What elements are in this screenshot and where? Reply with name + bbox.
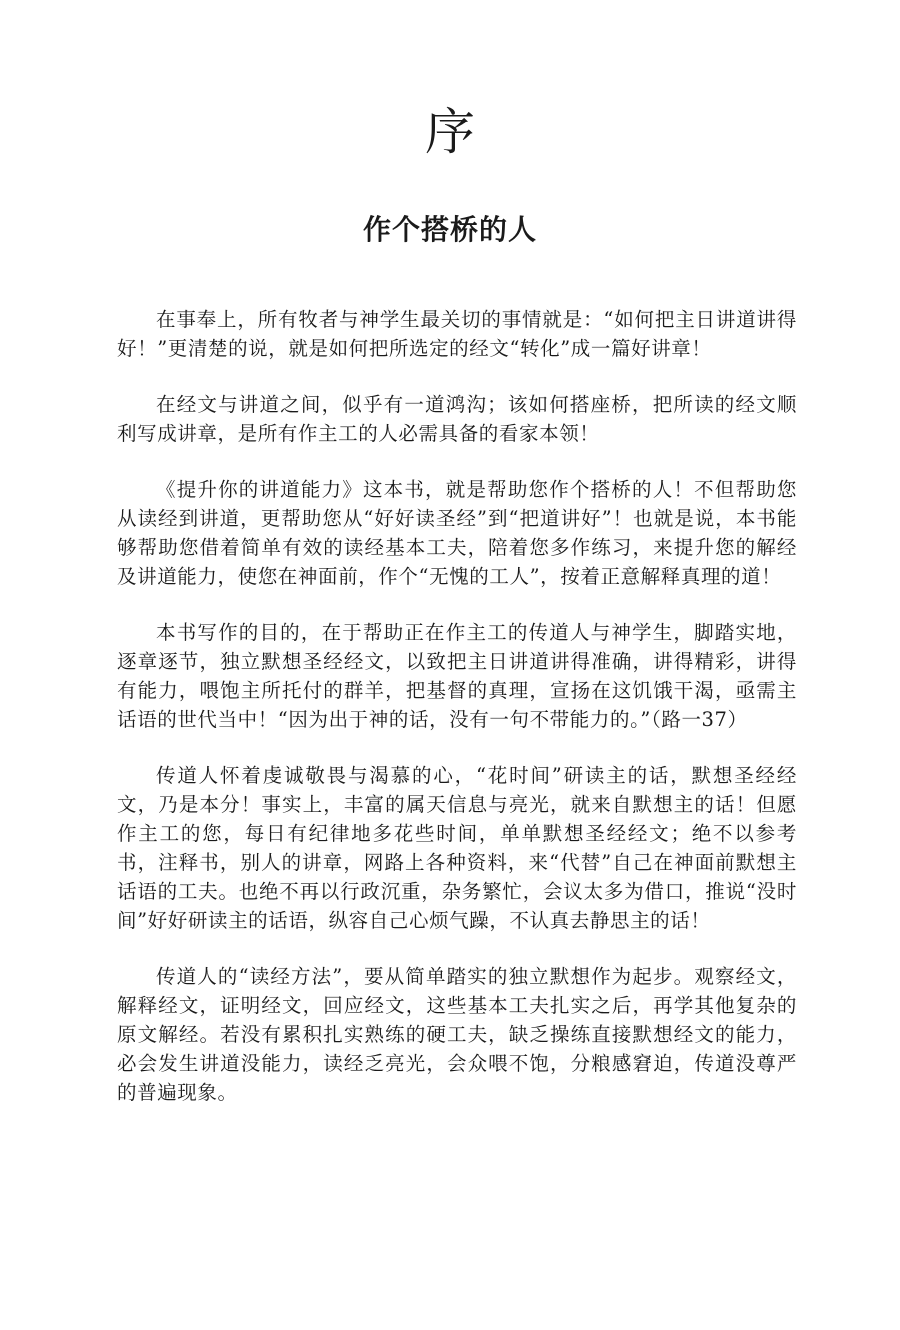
- paragraph: 《提升你的讲道能力》这本书，就是帮助您作个搭桥的人！不但帮助您从读经到讲道，更帮助您从“好好读圣经”到“把道讲好”！也就是说，本书能够帮助您借着简单有效的读经基本工夫，陪着您多作练习，来提升您的解经及讲道能力，使您在神面前，作个“无愧的工人”，按着正意解释真理的道！: [117, 478, 797, 588]
- paragraph: 本书写作的目的，在于帮助正在作主工的传道人与神学生，脚踏实地，逐章逐节，独立默想圣经经文，以致把主日讲道讲得准确，讲得精彩，讲得有能力，喂饱主所托付的群羊，把基督的真理，宣扬在这饥饿干渴，亟需主话语的世代当中！“因为出于神的话，没有一句不带能力的。”（路一37）: [117, 621, 797, 731]
- paragraph: 传道人怀着虔诚敬畏与渴慕的心，“花时间”研读主的话，默想圣经经文，乃是本分！事实上，丰富的属天信息与亮光，就来自默想主的话！但愿作主工的您，每日有纪律地多花些时间，单单默想圣经经文；绝不以参考书，注释书，别人的讲章，网路上各种资料，来“代替”自己在神面前默想主话语的工夫。也绝不再以行政沉重，杂务繁忙，会议太多为借口，推说“没时间”好好研读主的话语，纵容自己心烦气躁，不认真去静思主的话！: [117, 764, 797, 932]
- preface-body: [117, 305, 797, 1134]
- paragraph: 在经文与讲道之间，似乎有一道鸿沟；该如何搭座桥，把所读的经文顺利写成讲章，是所有作主工的人必需具备的看家本领！: [117, 393, 797, 445]
- paragraph: 传道人的“读经方法”，要从简单踏实的独立默想作为起步。观察经文，解释经文，证明经文，回应经文，这些基本工夫扎实之后，再学其他复杂的原文解经。若没有累积扎实熟练的硬工夫，缺乏操练直接默想经文的能力，必会发生讲道没能力，读经乏亮光，会众喂不饱，分粮感窘迫，传道没尊严的普遍现象。: [117, 965, 797, 1104]
- chapter-subtitle: 作个搭桥的人: [362, 213, 537, 246]
- chapter-title: 序: [425, 103, 475, 161]
- paragraph: 在事奉上，所有牧者与神学生最关切的事情就是：“如何把主日讲道讲得好！”更清楚的说，就是如何把所选定的经文“转化”成一篇好讲章！: [117, 308, 797, 360]
